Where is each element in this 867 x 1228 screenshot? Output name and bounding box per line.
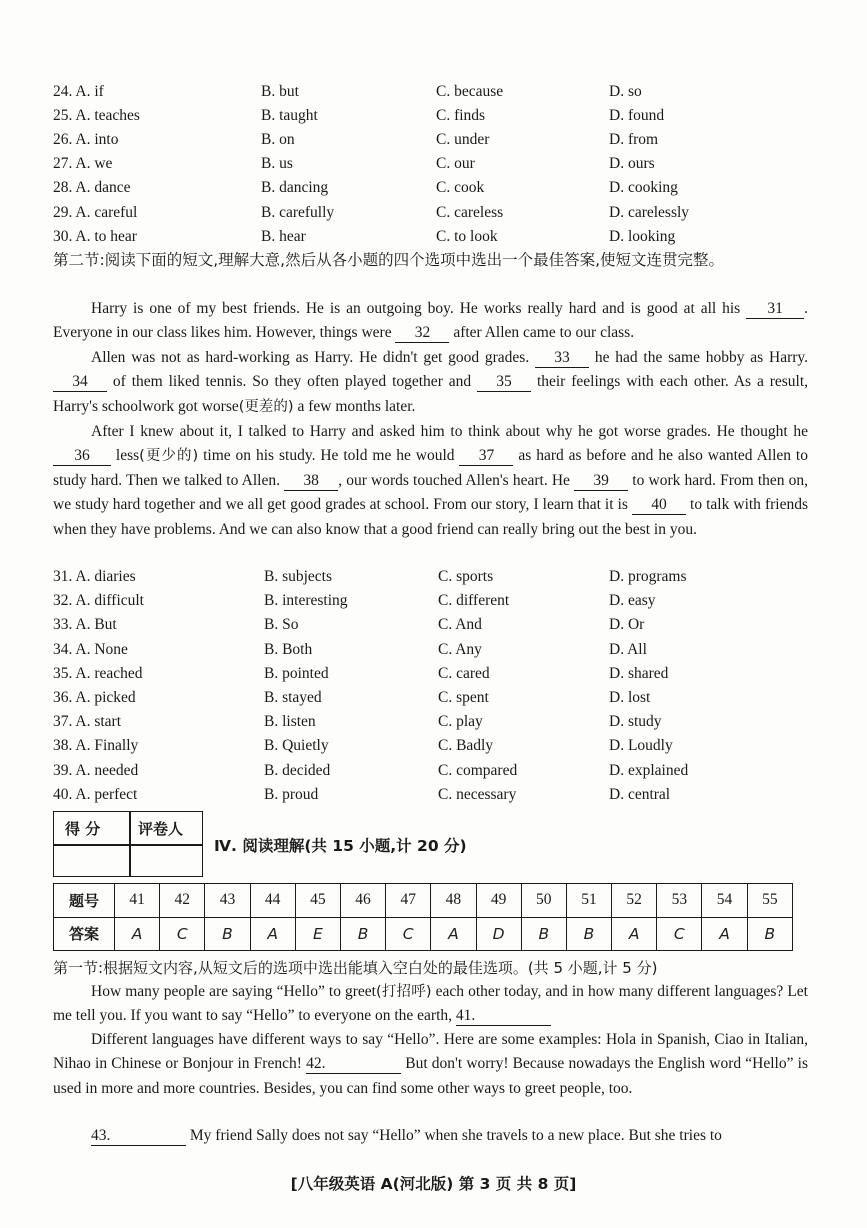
option-choice-d: D. programs bbox=[609, 568, 687, 585]
option-choice-b: B. Both bbox=[264, 640, 313, 658]
option-choice-b: B. us bbox=[261, 155, 293, 173]
passage-paragraph-2 bbox=[53, 346, 808, 419]
option-choice-a: 26. A. into bbox=[53, 131, 119, 149]
reading-paragraph-3 bbox=[53, 1124, 808, 1148]
option-row bbox=[0, 80, 867, 104]
question-number-cell: 55 bbox=[747, 884, 792, 918]
option-choice-c: C. finds bbox=[436, 107, 486, 125]
option-row bbox=[0, 613, 867, 637]
blank-43: 43. bbox=[91, 1127, 186, 1146]
handwritten-answer-cell: B bbox=[521, 917, 566, 951]
passage-text: to work hard. From then on, we study hard together and we all get good grades at school. From our story, I learn that it is bbox=[53, 471, 809, 514]
option-choice-c: C. to look bbox=[436, 227, 498, 245]
option-choice-a: 28. A. dance bbox=[53, 179, 131, 197]
option-row bbox=[0, 734, 867, 758]
option-choice-d: D. from bbox=[609, 131, 659, 149]
passage-text: Harry is one of my best friends. He is an outgoing boy. He works really hard and is good at all his bbox=[91, 300, 741, 317]
question-number-cell: 50 bbox=[521, 884, 566, 918]
option-choice-b: B. interesting bbox=[264, 592, 348, 610]
option-choice-a: 39. A. needed bbox=[53, 761, 139, 779]
handwritten-answer-cell: D bbox=[476, 917, 521, 951]
option-choice-d: D. All bbox=[609, 640, 647, 658]
option-choice-a: 31. A. diaries bbox=[53, 568, 136, 585]
option-choice-a: 38. A. Finally bbox=[53, 737, 139, 755]
score-box bbox=[53, 811, 203, 877]
option-choice-d: D. central bbox=[609, 785, 671, 803]
option-row bbox=[0, 710, 867, 734]
handwritten-answer-cell: B bbox=[566, 917, 611, 951]
handwritten-answer-cell: A bbox=[431, 917, 476, 951]
option-choice-c: C. Badly bbox=[438, 737, 494, 755]
passage-paragraph-1 bbox=[53, 297, 808, 346]
handwritten-answer-cell: A bbox=[115, 917, 160, 951]
passage-text: to talk with friends when they have problems. And we can also know that a good friend can really bring out the best in you. bbox=[53, 496, 809, 538]
passage-text: after Allen came to our class. bbox=[453, 324, 635, 342]
option-choice-c: C. our bbox=[436, 155, 475, 173]
option-choice-b: B. pointed bbox=[264, 664, 329, 682]
passage-text: a few months later. bbox=[297, 397, 416, 415]
handwritten-answer-cell: B bbox=[747, 917, 792, 951]
chinese-gloss: (更少的) bbox=[139, 448, 199, 465]
option-choice-a: 37. A. start bbox=[53, 713, 122, 731]
question-number-cell: 46 bbox=[340, 884, 385, 918]
grader-label: 评卷人 bbox=[138, 820, 184, 838]
option-row bbox=[0, 128, 867, 152]
option-choice-b: B. dancing bbox=[261, 179, 329, 197]
option-choice-b: B. carefully bbox=[261, 203, 335, 221]
handwritten-answer-cell: B bbox=[205, 917, 250, 951]
option-choice-b: B. decided bbox=[264, 761, 331, 779]
option-row bbox=[0, 176, 867, 200]
option-choice-b: B. but bbox=[261, 83, 299, 100]
passage-text: . Everyone in our class likes him. However, things were bbox=[53, 300, 809, 342]
question-number-cell: 49 bbox=[476, 884, 521, 918]
option-choice-c: C. Any bbox=[438, 640, 482, 658]
number-header: 题号 bbox=[54, 884, 115, 918]
option-choice-d: D. so bbox=[609, 83, 642, 100]
option-choice-d: D. carelessly bbox=[609, 203, 690, 221]
passage-text: less bbox=[115, 447, 140, 465]
blank-37: 37 bbox=[459, 447, 513, 466]
option-choice-b: B. stayed bbox=[264, 689, 322, 706]
question-number-cell: 51 bbox=[566, 884, 611, 918]
section1-instruction: 第一节:根据短文内容,从短文后的选项中选出能填入空白处的最佳选项。(共 5 小题,计 5 分) bbox=[53, 959, 658, 977]
option-choice-c: C. under bbox=[436, 131, 490, 149]
passage-text: of them liked tennis. So they often played together and bbox=[112, 373, 472, 391]
blank-31: 31 bbox=[746, 300, 804, 319]
option-choice-a: 36. A. picked bbox=[53, 689, 136, 706]
option-row bbox=[0, 759, 867, 783]
reading-text: But don't worry! Because nowadays the English word “Hello” is used in more and more countries. Besides, you can find some other ways to greet people, too. bbox=[53, 1055, 809, 1097]
chinese-gloss: (打招呼) bbox=[376, 984, 432, 1000]
page-footer: [八年级英语 A(河北版) 第 3 页 共 8 页] bbox=[290, 1175, 577, 1193]
passage-text: he had the same hobby as Harry. bbox=[594, 349, 809, 366]
reading-text: Different languages have different ways to say “Hello”. Here are some examples: Hola in Spanish, Ciao in Italian, Nihao in Chinese or Bonjour in French! bbox=[53, 1031, 808, 1073]
option-choice-a: 29. A. careful bbox=[53, 203, 138, 221]
passage-text: time on his study. He told me he would bbox=[203, 447, 455, 465]
question-number-cell: 52 bbox=[612, 884, 657, 918]
handwritten-answer-cell: C bbox=[160, 917, 205, 951]
option-choice-b: B. listen bbox=[264, 713, 316, 731]
passage-text: After I knew about it, I talked to Harry and asked him to think about why he got worse grades. He thought he bbox=[91, 423, 808, 440]
option-choice-d: D. cooking bbox=[609, 179, 678, 197]
option-choice-d: D. lost bbox=[609, 689, 651, 706]
option-row bbox=[0, 565, 867, 589]
option-choice-a: 24. A. if bbox=[53, 83, 104, 100]
handwritten-answer-cell: A bbox=[612, 917, 657, 951]
blank-36: 36 bbox=[53, 447, 111, 466]
option-choice-d: D. ours bbox=[609, 155, 655, 173]
answer-table-number-row bbox=[54, 884, 793, 918]
passage-paragraph-3 bbox=[53, 420, 808, 542]
handwritten-answer-cell: C bbox=[386, 917, 431, 951]
option-row bbox=[0, 152, 867, 176]
handwritten-answer-cell: C bbox=[657, 917, 702, 951]
option-choice-b: B. subjects bbox=[264, 568, 333, 585]
answer-table-answer-row bbox=[54, 917, 793, 951]
question-number-cell: 48 bbox=[431, 884, 476, 918]
option-choice-a: 25. A. teaches bbox=[53, 107, 140, 125]
option-choice-a: 40. A. perfect bbox=[53, 785, 138, 803]
option-choice-b: B. Quietly bbox=[264, 737, 329, 755]
option-choice-c: C. play bbox=[438, 713, 483, 731]
blank-33: 33 bbox=[535, 349, 589, 368]
handwritten-answer-cell: A bbox=[250, 917, 295, 951]
score-label: 得 分 bbox=[65, 820, 101, 838]
option-row bbox=[0, 662, 867, 686]
blank-42: 42. bbox=[306, 1055, 401, 1074]
question-number-cell: 54 bbox=[702, 884, 747, 918]
answer-header: 答案 bbox=[54, 917, 115, 951]
chinese-gloss: (更差的) bbox=[238, 398, 294, 415]
option-choice-d: D. Or bbox=[609, 616, 645, 634]
passage-text: as hard as before and he also wanted Allen to study hard. Then we talked to Allen. bbox=[53, 447, 808, 489]
section4-title: Ⅳ. 阅读理解(共 15 小题,计 20 分) bbox=[214, 837, 467, 855]
option-choice-c: C. careless bbox=[436, 203, 504, 221]
option-row bbox=[0, 225, 867, 249]
option-choice-d: D. explained bbox=[609, 761, 689, 779]
blank-41: 41. bbox=[456, 1007, 551, 1026]
handwritten-answer-cell: E bbox=[295, 917, 340, 951]
handwritten-answer-cell: A bbox=[702, 917, 747, 951]
passage-text: , our words touched Allen's heart. He bbox=[338, 471, 570, 489]
question-number-cell: 47 bbox=[386, 884, 431, 918]
option-choice-d: D. found bbox=[609, 107, 665, 125]
option-choice-c: C. because bbox=[436, 83, 504, 100]
option-choice-a: 33. A. But bbox=[53, 616, 117, 634]
handwritten-answer-cell: B bbox=[340, 917, 385, 951]
option-choice-b: B. So bbox=[264, 616, 299, 634]
option-row bbox=[0, 201, 867, 225]
option-choice-d: D. shared bbox=[609, 664, 669, 682]
blank-34: 34 bbox=[53, 373, 107, 392]
question-number-cell: 42 bbox=[160, 884, 205, 918]
reading-text: each other today, and in how many different languages? Let me tell you. If you want to say “Hello” to everyone on the earth, bbox=[53, 983, 808, 1025]
option-choice-d: D. study bbox=[609, 713, 662, 731]
option-choice-c: C. sports bbox=[438, 568, 494, 585]
option-choice-c: C. cook bbox=[436, 179, 485, 197]
question-number-cell: 53 bbox=[657, 884, 702, 918]
option-choice-c: C. And bbox=[438, 616, 482, 634]
option-choice-b: B. taught bbox=[261, 107, 318, 125]
reading-text: My friend Sally does not say “Hello” when she travels to a new place. But she tries to bbox=[189, 1127, 722, 1144]
reading-paragraph-2 bbox=[53, 1028, 808, 1101]
reading-text: How many people are saying “Hello” to greet bbox=[91, 983, 376, 1000]
option-choice-a: 27. A. we bbox=[53, 155, 113, 173]
option-choice-d: D. Loudly bbox=[609, 737, 673, 755]
option-choice-b: B. proud bbox=[264, 785, 319, 803]
option-choice-b: B. on bbox=[261, 131, 295, 149]
option-choice-a: 32. A. difficult bbox=[53, 592, 144, 610]
blank-39: 39 bbox=[574, 472, 628, 491]
option-choice-a: 35. A. reached bbox=[53, 664, 143, 682]
question-number-cell: 44 bbox=[250, 884, 295, 918]
question-number-cell: 41 bbox=[115, 884, 160, 918]
question-number-cell: 43 bbox=[205, 884, 250, 918]
option-row bbox=[0, 104, 867, 128]
blank-32: 32 bbox=[395, 324, 449, 343]
option-row bbox=[0, 686, 867, 710]
reading-paragraph-1 bbox=[53, 980, 808, 1029]
option-choice-c: C. compared bbox=[438, 761, 518, 779]
passage-text: Allen was not as hard-working as Harry. He didn't get good grades. bbox=[91, 349, 530, 366]
option-choice-d: D. looking bbox=[609, 227, 676, 245]
option-row bbox=[0, 589, 867, 613]
option-choice-c: C. necessary bbox=[438, 785, 517, 803]
option-choice-c: C. cared bbox=[438, 664, 490, 682]
option-row bbox=[0, 783, 867, 807]
option-choice-c: C. spent bbox=[438, 689, 489, 706]
question-number-cell: 45 bbox=[295, 884, 340, 918]
passage-text: their feelings with each other. As a result, Harry's schoolwork got worse bbox=[53, 373, 809, 415]
option-choice-c: C. different bbox=[438, 592, 510, 610]
blank-35: 35 bbox=[477, 373, 531, 392]
section2-instruction: 第二节:阅读下面的短文,理解大意,然后从各小题的四个选项中选出一个最佳答案,使短文连贯完整。 bbox=[53, 251, 725, 269]
option-choice-a: 30. A. to hear bbox=[53, 227, 137, 245]
blank-38: 38 bbox=[284, 472, 338, 491]
answer-table bbox=[53, 883, 793, 951]
option-choice-b: B. hear bbox=[261, 227, 306, 245]
blank-40: 40 bbox=[632, 496, 686, 515]
option-row bbox=[0, 638, 867, 662]
option-choice-d: D. easy bbox=[609, 592, 656, 610]
option-choice-a: 34. A. None bbox=[53, 640, 128, 658]
